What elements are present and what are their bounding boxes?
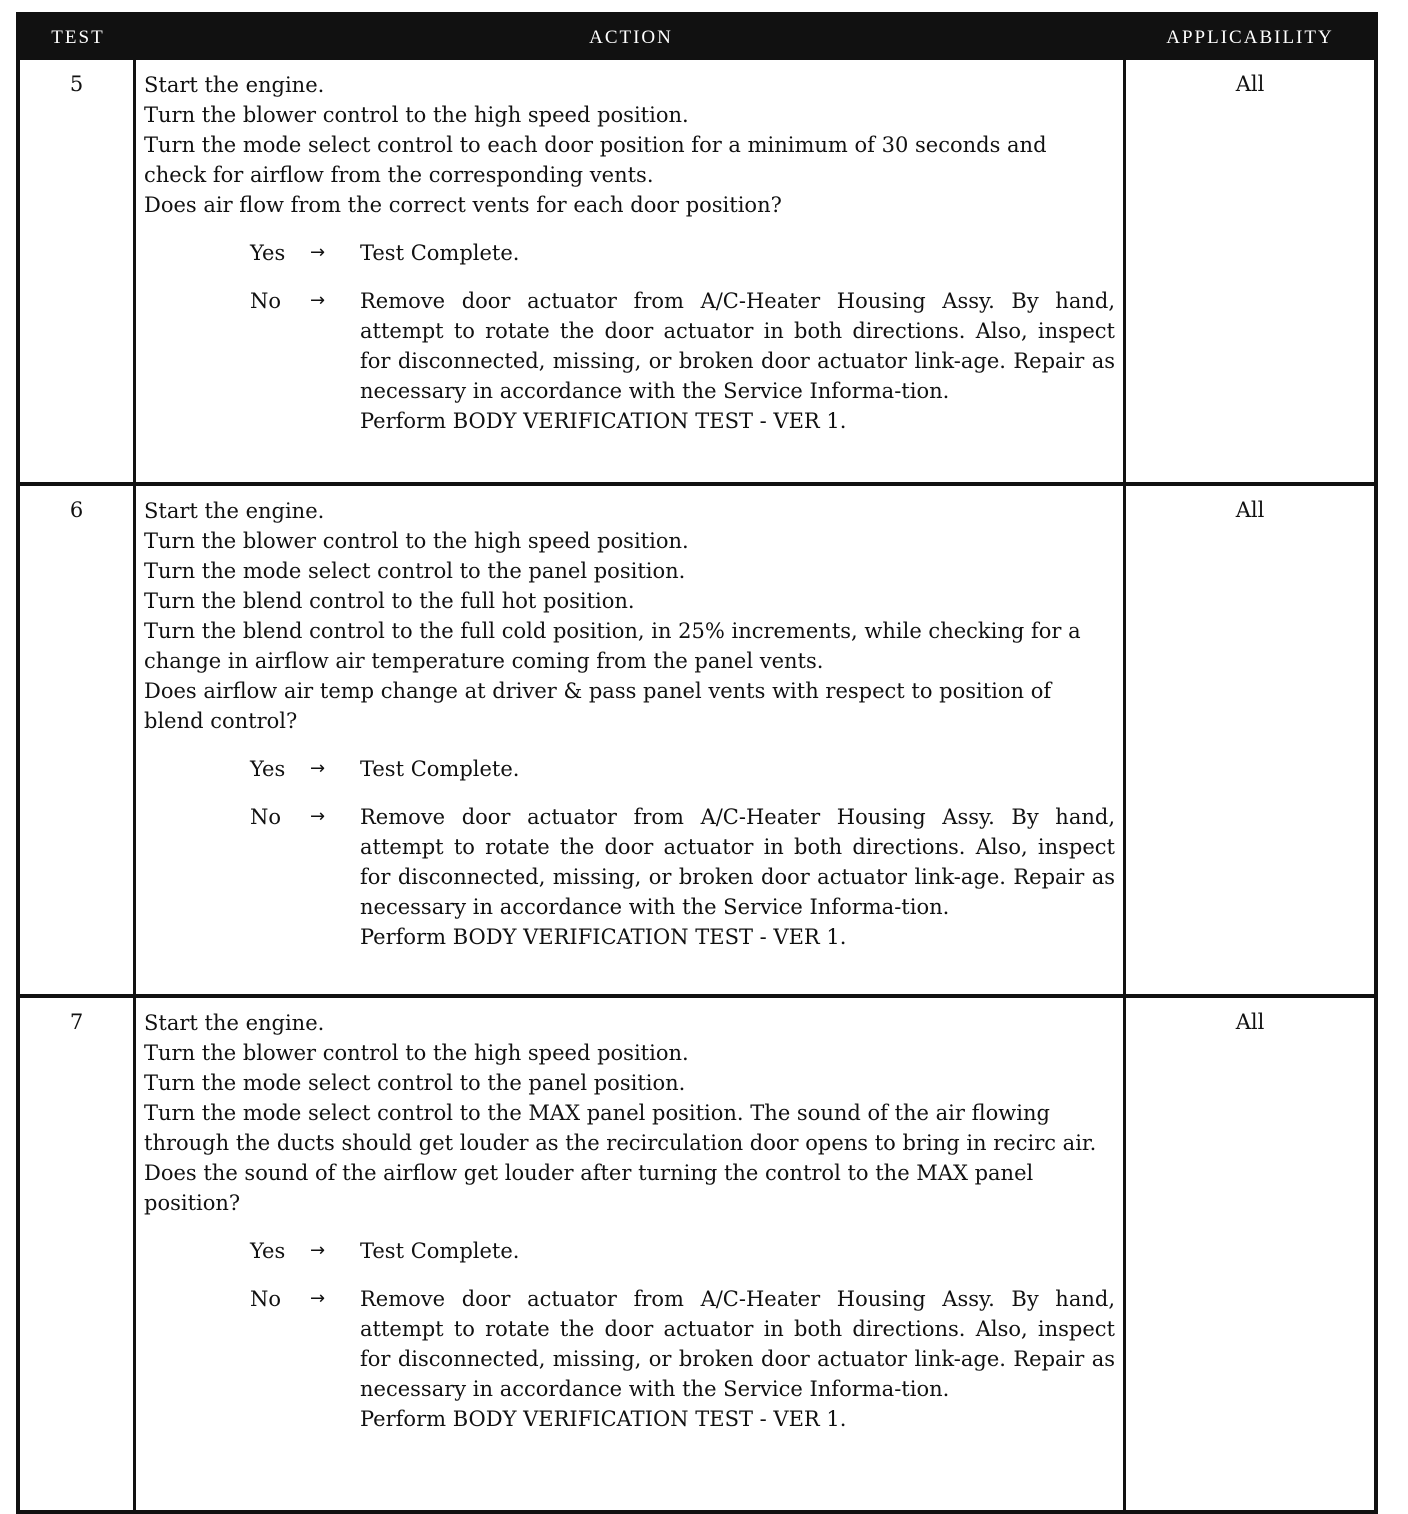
header-test: TEST [51, 26, 105, 48]
applicability-value: All [1235, 72, 1265, 96]
test-number: 5 [20, 60, 136, 482]
action-question: Does air flow from the correct vents for each door position? [144, 193, 782, 217]
no-label: No [250, 289, 282, 313]
right-arrow-icon: → [310, 1288, 326, 1309]
action-cell [136, 998, 1126, 1510]
yes-label: Yes [250, 757, 286, 781]
header-action: ACTION [589, 26, 673, 48]
action-step: Turn the mode select control to the panel position. [144, 1071, 686, 1095]
right-arrow-icon: → [310, 1240, 326, 1261]
table-row [20, 482, 1374, 994]
yes-result: Test Complete. [360, 241, 520, 265]
yes-outcome [250, 754, 1115, 784]
diagnostic-test-table [16, 12, 1378, 1514]
test-number: 6 [20, 486, 136, 994]
header-applicability: APPLICABILITY [1166, 26, 1334, 48]
no-result-block [360, 802, 1115, 952]
yes-label: Yes [250, 241, 286, 265]
yes-result: Test Complete. [360, 1239, 520, 1263]
no-result: Remove door actuator from A/C-Heater Housing Assy. By hand, attempt to rotate the door actuator in both directions. Also, inspect for disconnected, missing, or broken door actuator link-age. Repair as necessary in accordance with the Service Informa-tion. [360, 1287, 1115, 1401]
action-question: Does airflow air temp change at driver & pass panel vents with respect to position of blend control? [144, 679, 1052, 733]
action-steps [144, 70, 1115, 220]
action-step: Start the engine. [144, 499, 325, 523]
test-number: 7 [20, 998, 136, 1510]
table-row [20, 994, 1374, 1510]
action-step: Turn the blower control to the high speed position. [144, 103, 689, 127]
applicability-value: All [1235, 1010, 1265, 1034]
action-step: Start the engine. [144, 73, 325, 97]
action-step: Turn the blower control to the high speed position. [144, 529, 689, 553]
yes-outcome [250, 1236, 1115, 1266]
action-steps [144, 1008, 1115, 1218]
no-result-block [360, 286, 1115, 436]
right-arrow-icon: → [310, 242, 326, 263]
action-step: Turn the mode select control to the panel position. [144, 559, 686, 583]
action-step: Turn the blend control to the full hot position. [144, 589, 635, 613]
no-result-block [360, 1284, 1115, 1434]
no-label: No [250, 1287, 282, 1311]
right-arrow-icon: → [310, 758, 326, 779]
yes-label: Yes [250, 1239, 286, 1263]
action-step: Turn the mode select control to each door position for a minimum of 30 seconds and check for airflow from the corresponding vents. [144, 133, 1047, 187]
no-label: No [250, 805, 282, 829]
action-step: Turn the blend control to the full cold position, in 25% increments, while checking for a change in airflow air temperature coming from the panel vents. [144, 619, 1081, 673]
no-result: Remove door actuator from A/C-Heater Housing Assy. By hand, attempt to rotate the door actuator in both directions. Also, inspect for disconnected, missing, or broken door actuator link-age. Repair as necessary in accordance with the Service Informa-tion. [360, 289, 1115, 403]
action-question: Does the sound of the airflow get louder after turning the control to the MAX panel position? [144, 1161, 1034, 1215]
action-steps [144, 496, 1115, 736]
action-step: Start the engine. [144, 1011, 325, 1035]
verification-instruction: Perform BODY VERIFICATION TEST - VER 1. [360, 925, 847, 949]
action-cell [136, 486, 1126, 994]
action-cell [136, 60, 1126, 482]
no-outcome [250, 802, 1115, 952]
no-outcome [250, 286, 1115, 436]
action-step: Turn the blower control to the high speed position. [144, 1041, 689, 1065]
right-arrow-icon: → [310, 290, 326, 311]
yes-result: Test Complete. [360, 757, 520, 781]
table-row [20, 56, 1374, 482]
action-step: Turn the mode select control to the MAX panel position. The sound of the air flowing through the ducts should get louder as the recirculation door opens to bring in recirc air. [144, 1101, 1097, 1155]
verification-instruction: Perform BODY VERIFICATION TEST - VER 1. [360, 409, 847, 433]
applicability-value: All [1235, 498, 1265, 522]
table-header [20, 16, 1374, 56]
no-result: Remove door actuator from A/C-Heater Housing Assy. By hand, attempt to rotate the door actuator in both directions. Also, inspect for disconnected, missing, or broken door actuator link-age. Repair as necessary in accordance with the Service Informa-tion. [360, 805, 1115, 919]
right-arrow-icon: → [310, 806, 326, 827]
no-outcome [250, 1284, 1115, 1434]
yes-outcome [250, 238, 1115, 268]
verification-instruction: Perform BODY VERIFICATION TEST - VER 1. [360, 1407, 847, 1431]
